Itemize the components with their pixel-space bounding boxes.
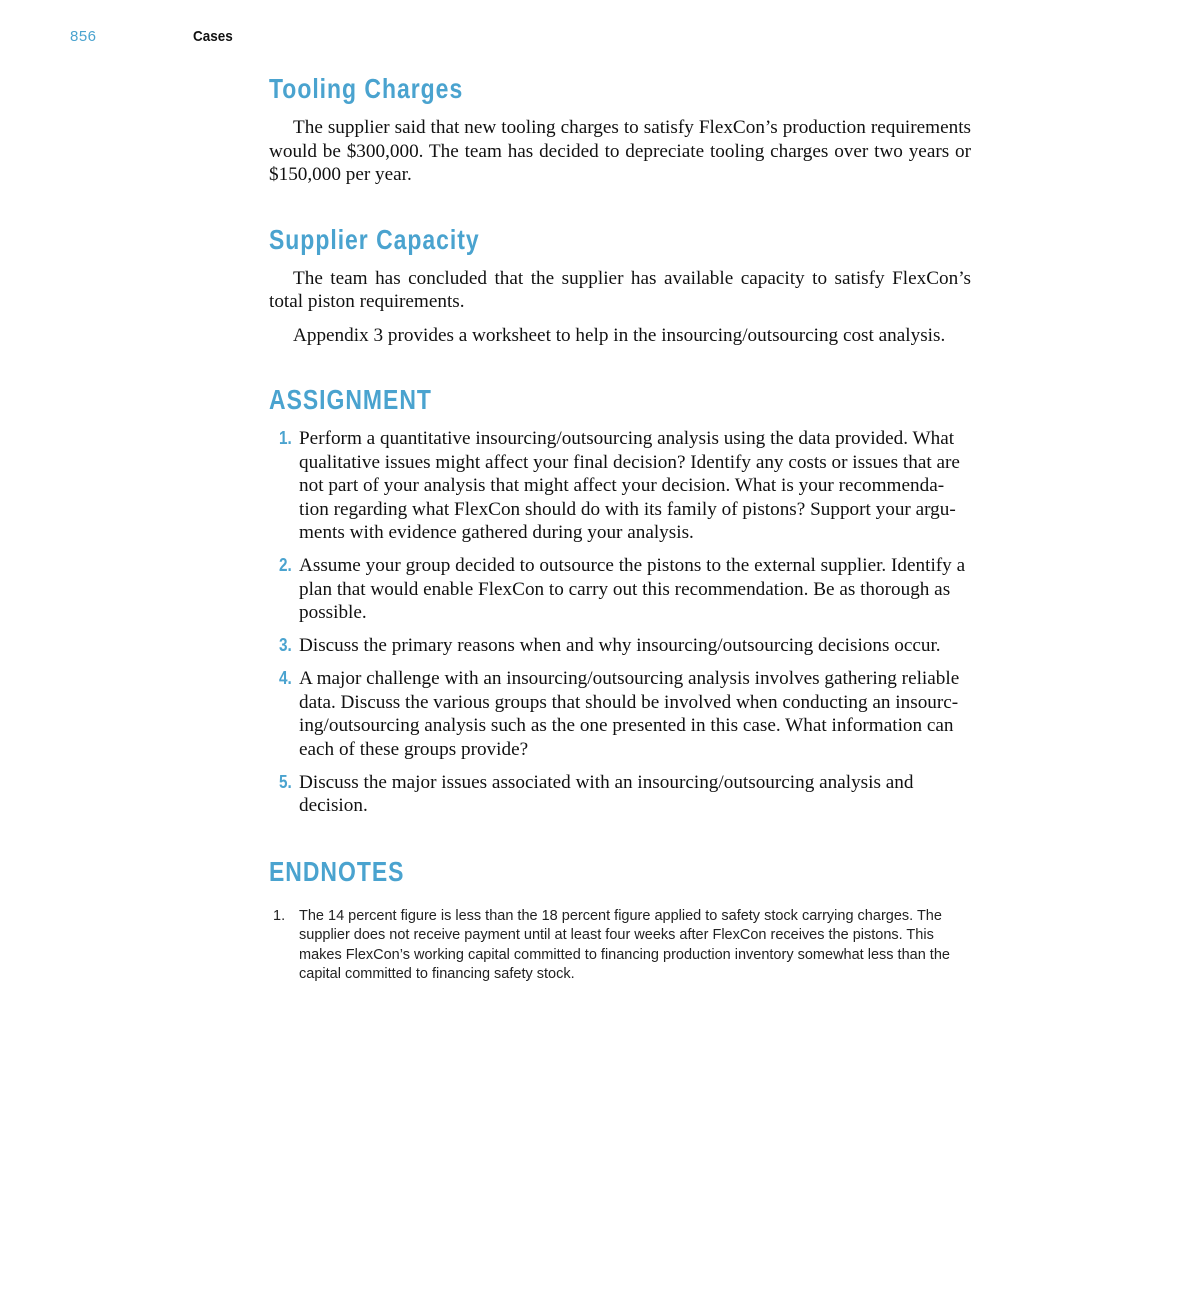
running-head xyxy=(0,28,1196,48)
running-title: Cases xyxy=(193,28,233,45)
assignment-item xyxy=(269,667,971,761)
assignment-item xyxy=(269,771,971,818)
endnotes-list xyxy=(269,907,971,985)
assignment-item xyxy=(269,554,971,625)
assignment-text: Discuss the major issues associated with an insourcing/outsourcing analysis and decision. xyxy=(299,771,914,816)
assignment-number: 5. xyxy=(279,771,292,792)
supplier-capacity-paragraph: The team has concluded that the supplier has available capacity to satisfy FlexCon’s total piston requirements. xyxy=(269,267,971,312)
page-content xyxy=(269,70,971,985)
assignment-number: 2. xyxy=(279,555,292,575)
assignment-number: 3. xyxy=(279,635,292,655)
assignment-item xyxy=(269,634,971,658)
assignment-heading: ASSIGNMENT xyxy=(269,384,432,415)
tooling-charges-paragraph: The supplier said that new tooling charges to satisfy FlexCon’s production requirements would be $300,000. The team has decided to depreciate tooling charges over two years or $150,000 per year. xyxy=(269,117,971,185)
endnote-text: The 14 percent figure is less than the 18 percent figure applied to safety stock carrying charges. The supplier does not receive payment until at least four weeks after FlexCon receives the pistons. This makes FlexCon’s working capital committed to financing production inventory somewhat less than the capital committed to financing safety stock. xyxy=(299,908,950,983)
assignment-list xyxy=(269,427,971,818)
assignment-number: 1. xyxy=(279,428,292,448)
endnote-item xyxy=(269,907,971,985)
assignment-item xyxy=(269,427,971,545)
page-number: 856 xyxy=(70,28,97,45)
assignment-text: Perform a quantitative insourcing/outsourcing analysis using the data provided. What qualitative issues might affect your final decision? Identify any costs or issues that are not part of your analysis that might affect your decision. What is your recommenda-tion regarding what FlexCon should do with its family of pistons? Support your argu-ments with evidence gathered during your analysis. xyxy=(299,428,960,543)
assignment-text: Assume your group decided to outsource the pistons to the external supplier. Identify a plan that would enable FlexCon to carry out this recommendation. Be as thorough as possible. xyxy=(299,555,966,623)
assignment-text: A major challenge with an insourcing/outsourcing analysis involves gathering reliable data. Discuss the various groups that should be involved when conducting an insourc-ing/outsourcing analysis such as the one presented in this case. What information can each of these groups provide? xyxy=(299,668,960,760)
assignment-number: 4. xyxy=(279,668,292,688)
endnote-number: 1. xyxy=(273,908,286,924)
supplier-capacity-heading: Supplier Capacity xyxy=(269,223,480,255)
assignment-text: Discuss the primary reasons when and why insourcing/outsourcing decisions occur. xyxy=(299,635,941,656)
tooling-charges-heading: Tooling Charges xyxy=(269,73,464,104)
appendix-paragraph: Appendix 3 provides a worksheet to help in the insourcing/outsourcing cost analysis. xyxy=(293,324,946,346)
endnotes-heading: ENDNOTES xyxy=(269,856,405,887)
